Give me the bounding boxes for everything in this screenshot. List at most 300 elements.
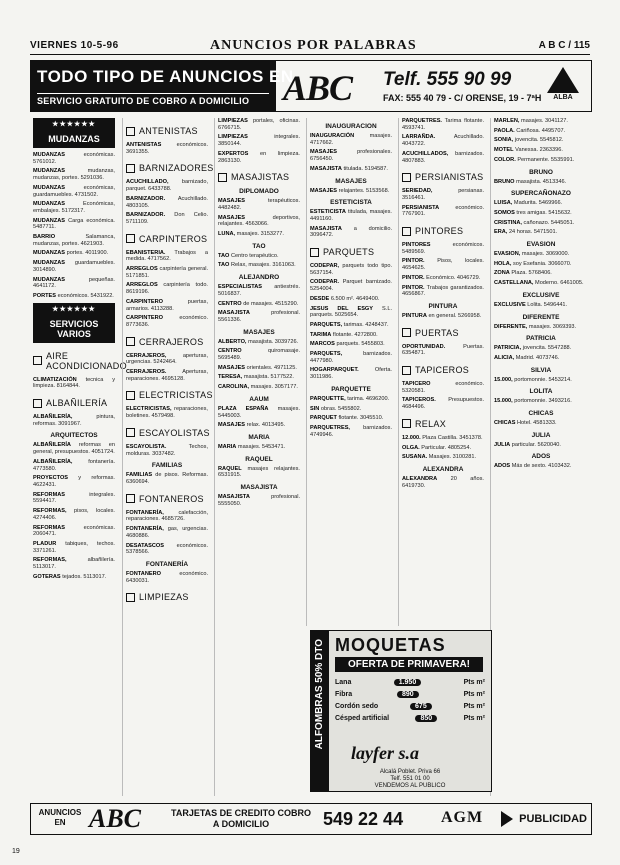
- ad-text: Masajes. 3100281.: [428, 454, 477, 461]
- ad-text: económico. 6430031.: [126, 570, 208, 584]
- checkbox-icon: [126, 164, 135, 173]
- ad-keyword: ERA,: [494, 229, 508, 236]
- rubric-heading: [402, 328, 484, 338]
- footer-agm-logo: AGM: [441, 809, 484, 826]
- ad-text: terapéuticos. 4482482.: [218, 198, 300, 211]
- rubric-heading: [218, 172, 300, 182]
- ad-keyword: OLGA.: [402, 444, 420, 451]
- sub-heading: PINTURA: [428, 302, 458, 310]
- rubric-title: CERRAJEROS: [139, 336, 204, 347]
- classified-ad: [33, 475, 115, 488]
- ad-text: masajes. 3057177.: [250, 384, 298, 391]
- classified-ad: [402, 313, 484, 320]
- ad-text: Económicas, embalajes. 5172317.: [33, 201, 115, 214]
- ad-keyword: 12.000.: [402, 434, 421, 441]
- ad-keyword: REFORMAS,: [33, 557, 67, 564]
- arrow-icon: [501, 811, 513, 827]
- classified-ad: [494, 261, 588, 268]
- classified-ad: [33, 574, 115, 581]
- price-item-name: Lana: [335, 679, 352, 686]
- checkbox-icon: [402, 419, 411, 428]
- ad-text: barnizados. 4749946.: [310, 424, 392, 438]
- header-date: VIERNES 10-5-96: [30, 40, 119, 51]
- classified-ad: [494, 229, 588, 236]
- ad-text: económico. 7767901.: [402, 204, 484, 218]
- classified-ad: [126, 526, 208, 539]
- checkbox-icon: [126, 127, 135, 136]
- moquetas-brand: layfer s.a: [351, 743, 419, 763]
- classified-ad: [402, 435, 484, 442]
- ad-text: quiromasaje. 5695489.: [218, 348, 300, 362]
- price-unit: Pts m²: [463, 679, 485, 686]
- ad-text: tecnica y limpieza. 8164844.: [33, 376, 115, 390]
- ad-text: relajantes. 5153568.: [338, 187, 390, 194]
- ad-text: particular. 5620040.: [511, 441, 561, 448]
- ad-keyword: CRISTINA,: [494, 219, 522, 226]
- classified-ad: [310, 396, 392, 403]
- classified-ad: [402, 118, 484, 131]
- classified-ad: [310, 306, 392, 319]
- ad-keyword: PINTOR.: [402, 274, 425, 281]
- ad-text: 24 horas. 5471501.: [508, 229, 558, 236]
- ad-keyword: 15.000,: [494, 376, 513, 383]
- stars-decoration-icon: ★★★★★★: [52, 305, 96, 313]
- classified-ad: [218, 253, 300, 260]
- rubric-heading: [402, 226, 484, 236]
- classified-ad: [33, 541, 115, 554]
- checkbox-icon: [402, 227, 411, 236]
- ad-text: profesional. 5561336.: [218, 310, 300, 323]
- ad-keyword: FONTANERÍA,: [126, 526, 164, 533]
- header-page: A B C / 115: [538, 40, 590, 51]
- classified-ad: [402, 242, 484, 255]
- ad-keyword: FAMILIAS: [126, 472, 153, 479]
- ad-text: Acuchillado. 4043722.: [402, 134, 484, 148]
- classified-ad: [33, 234, 115, 247]
- ad-text: gas, urgencias. 4680886.: [126, 526, 208, 539]
- moquetas-addr-1: Alcalá Poblet. Priva 66: [379, 769, 441, 775]
- ad-keyword: CARPINTERO: [126, 298, 163, 305]
- classified-ad: [494, 179, 588, 186]
- abc-logo: ABC: [283, 68, 353, 108]
- ad-keyword: ALICIA,: [494, 354, 515, 361]
- ad-text: económicas, guardamuebles. 4731502.: [33, 184, 115, 198]
- rubric-title: ALBAÑILERÍA: [46, 398, 108, 409]
- ad-text: económicos. 5378566.: [126, 542, 208, 556]
- classified-ad: [402, 397, 484, 410]
- ad-text: barnizados. 4807883.: [402, 150, 484, 164]
- rubric-title: ANTENISTAS: [139, 126, 198, 136]
- ad-text: Vanessa. 2363396.: [515, 147, 563, 154]
- ad-text: calefacción, reparaciones. 4685726.: [126, 509, 208, 523]
- ad-text: Madrid. 4073746.: [515, 354, 560, 361]
- classified-ad: [218, 134, 300, 147]
- sub-heading: JULIA: [531, 431, 551, 439]
- ad-text: Lolita. 5496441.: [527, 301, 568, 308]
- sub-heading: ALEXANDRA: [422, 465, 464, 473]
- ad-keyword: ESCAYOLISTA.: [126, 443, 167, 450]
- ad-keyword: PERSIANISTA: [402, 204, 440, 211]
- moquetas-side-band: [311, 631, 329, 791]
- ad-keyword: ACUCHILLADOS,: [402, 150, 449, 157]
- ad-keyword: MASAJES: [218, 422, 246, 429]
- ad-keyword: TAPICEROS.: [402, 397, 436, 404]
- ad-keyword: MASAJES: [218, 364, 246, 371]
- rubric-title: TAPICEROS: [415, 365, 470, 376]
- sub-heading: LOLITA: [529, 388, 553, 396]
- rubric-title: PINTORES: [415, 226, 464, 237]
- classified-ad: [218, 339, 300, 346]
- ad-text: económicos. 5489569.: [402, 242, 484, 255]
- ad-keyword: MUDANZAS: [33, 260, 66, 267]
- ad-text: orientales. 4971125.: [246, 364, 297, 371]
- ad-keyword: COLOR.: [494, 156, 516, 163]
- ad-keyword: PROYECTOS: [33, 475, 69, 482]
- ad-keyword: PINTORES: [402, 242, 431, 249]
- ad-text: pequeñas. 4641172.: [33, 276, 115, 290]
- classified-ad: [126, 299, 208, 312]
- ad-keyword: PINTURA: [402, 312, 427, 319]
- price-unit: Pts m²: [463, 703, 485, 710]
- banner-fax: FAX: 555 40 79 - C/ ORENSE, 19 - 7ªH: [383, 93, 542, 103]
- ad-keyword: CODEPAR,: [310, 263, 340, 270]
- classified-ad: [494, 463, 588, 470]
- classified-ad: [126, 142, 208, 155]
- ad-text: S.L. parquets. 5025654.: [310, 305, 392, 319]
- classified-ad: [494, 420, 588, 427]
- ad-keyword: MUDANZAS: [33, 184, 66, 191]
- moquetas-title: MOQUETAS: [335, 635, 446, 655]
- ad-text: portomonnie. 3493216.: [514, 398, 572, 405]
- ad-text: persianas. 3516461.: [402, 188, 484, 201]
- price-item-name: Fibra: [335, 691, 353, 698]
- ad-text: titulada, masajes. 4491160.: [310, 209, 392, 222]
- price-unit: Pts m²: [463, 691, 485, 698]
- classified-ad: [218, 422, 300, 429]
- price-value: 675: [410, 703, 432, 710]
- ad-text: mudanzas, mudanzas, portes. 5291036.: [33, 168, 115, 182]
- ad-keyword: GOTERAS: [33, 573, 61, 580]
- ad-keyword: TAPICERO: [402, 381, 431, 388]
- rubric-title: RELAX: [415, 418, 447, 429]
- classified-ad: [126, 406, 208, 419]
- classified-ad: [494, 147, 588, 154]
- ad-text: 6.500 m². 4649400.: [330, 295, 380, 302]
- alba-triangle-icon: [547, 67, 579, 93]
- classified-ad: [310, 226, 392, 239]
- classified-ad: [494, 200, 588, 207]
- ad-text: portomonnie. 5453214.: [514, 376, 572, 383]
- ad-text: reparaciones, boletines. 4579498.: [126, 406, 208, 420]
- section-block-title: MUDANZAS: [48, 134, 100, 144]
- classified-ad: [33, 508, 115, 521]
- classified-ad: [402, 134, 484, 147]
- checkbox-icon: [126, 593, 135, 602]
- checkbox-icon: [126, 391, 135, 400]
- ad-text: económicas. 5761012.: [33, 152, 115, 165]
- ad-keyword: TAO: [218, 262, 230, 269]
- classified-ad: [218, 348, 300, 361]
- classified-ad: [402, 275, 484, 282]
- moquetas-ad: [310, 630, 492, 792]
- classified-ad: [310, 209, 392, 222]
- ad-text: profesionales. 6756450.: [310, 149, 392, 163]
- classified-ad: [126, 179, 208, 192]
- ad-text: 20 años. 6419730.: [402, 475, 484, 489]
- classified-ad: [494, 302, 588, 309]
- ad-keyword: ALBAÑILERÍA,: [33, 458, 73, 465]
- classified-ad: [494, 251, 588, 258]
- ad-keyword: ADOS: [494, 463, 511, 470]
- ad-text: obras. 5455802.: [320, 405, 362, 412]
- ad-keyword: DESDE: [310, 295, 330, 302]
- ad-keyword: ESPECIALISTAS: [218, 284, 263, 291]
- classified-ad: [218, 262, 300, 269]
- ad-keyword: PARQUETRES,: [310, 424, 350, 431]
- ad-text: guardamuebles. 3014890.: [33, 260, 115, 273]
- price-row: [335, 679, 485, 686]
- ad-text: carpintería todo. 8619196.: [126, 282, 208, 296]
- ad-text: Techos, molduras. 3037482.: [126, 443, 208, 457]
- sub-heading: PARQUETTE: [331, 385, 371, 393]
- ad-keyword: CERRAJEROS,: [126, 352, 167, 359]
- checkbox-icon: [310, 248, 319, 257]
- ad-keyword: PAOLA.: [494, 127, 515, 134]
- rubric-heading: [126, 126, 208, 136]
- ad-text: Trabajos garantizados. 4656867.: [402, 284, 484, 298]
- sub-heading: INAUGURACION: [325, 123, 377, 130]
- rubric-title: MASAJISTAS: [231, 172, 290, 183]
- ad-text: a domicilio. 3096472.: [310, 225, 392, 239]
- classified-ad: [310, 133, 392, 146]
- ad-keyword: MASAJES: [218, 214, 246, 221]
- ad-keyword: EXCLUSIVE: [494, 301, 526, 308]
- classified-ad: [126, 444, 208, 457]
- checkbox-icon: [126, 494, 135, 503]
- ad-text: cañonazo. 5445051.: [523, 219, 575, 226]
- ad-keyword: RAQUEL: [218, 465, 242, 472]
- sub-heading: ARQUITECTOS: [50, 432, 98, 440]
- price-unit: Pts m²: [463, 715, 485, 722]
- classified-ad: [33, 459, 115, 472]
- alba-word: ALBA: [553, 94, 573, 101]
- classified-ad: [494, 442, 588, 449]
- classified-ad: [126, 353, 208, 366]
- ad-keyword: JESUS DEL ESGY: [310, 305, 374, 312]
- ad-text: puertas, armarios. 4113288.: [126, 298, 208, 312]
- ad-text: tres amigas. 5415632.: [516, 209, 572, 216]
- ad-keyword: BARNIZADOR.: [126, 195, 166, 202]
- ad-text: masajista. 3039726.: [248, 338, 299, 345]
- ad-keyword: BRUNO: [494, 178, 515, 185]
- ad-text: relax. 4013495.: [246, 422, 286, 429]
- classified-ad: [494, 270, 588, 277]
- ad-keyword: HOGARPARQUET.: [310, 367, 359, 374]
- ad-text: Cariñosa. 4495707.: [516, 127, 566, 134]
- ad-keyword: CENTRO: [218, 348, 242, 355]
- abc-banner: [30, 60, 592, 112]
- classified-ad: [310, 296, 392, 303]
- sub-heading: RAQUEL: [245, 455, 273, 463]
- ad-keyword: PARQUETRES.: [402, 118, 442, 124]
- ad-text: en limpieza. 2863130.: [218, 150, 300, 164]
- sub-heading: MASAJISTA: [240, 484, 278, 492]
- rubric-title: CARPINTEROS: [139, 233, 208, 244]
- rubric-heading: [310, 247, 392, 257]
- ad-text: jovencita. 5547288.: [522, 345, 572, 352]
- ad-text: económicas. 2060471.: [33, 524, 115, 538]
- ad-text: aperturas, urgencias. 5242464.: [126, 352, 208, 366]
- rubric-heading: [126, 592, 208, 602]
- classified-ad: [218, 151, 300, 164]
- ad-text: masajista. 4513346.: [516, 178, 567, 185]
- classified-ad: [402, 445, 484, 452]
- ad-text: Más de sexto. 4103432.: [511, 463, 572, 470]
- checkbox-icon: [126, 337, 135, 346]
- classified-ad: [218, 118, 300, 131]
- ad-keyword: EXPERTOS: [218, 150, 249, 157]
- ad-text: económico. 5320581.: [402, 381, 484, 394]
- rubric-heading: [402, 172, 484, 182]
- classified-ad: [33, 557, 115, 570]
- classified-ad: [402, 205, 484, 218]
- rubric-heading: [126, 337, 208, 347]
- classified-ad: [310, 351, 392, 364]
- ad-keyword: CODEPAR.: [310, 279, 340, 286]
- classified-ad: [126, 571, 208, 584]
- classified-ad: [126, 282, 208, 295]
- ad-keyword: MARIA: [218, 443, 237, 450]
- ad-text: carpintería general. 5171851.: [126, 266, 208, 279]
- ad-keyword: ALBAÑILERÍA: [33, 442, 71, 449]
- rubric-heading: [126, 428, 208, 438]
- ad-keyword: CAROLINA,: [218, 384, 250, 391]
- ad-text: tarimas. 4248437.: [343, 321, 389, 328]
- classified-ad: [310, 149, 392, 162]
- ad-keyword: CLIMATIZACIÓN: [33, 376, 77, 383]
- checkbox-icon: [126, 234, 135, 243]
- sub-heading: MARIA: [248, 433, 270, 441]
- ad-keyword: SOMOS: [494, 209, 515, 216]
- ad-keyword: HOLA,: [494, 260, 512, 267]
- classified-ad: [218, 406, 300, 419]
- classified-ad: [33, 260, 115, 273]
- price-value: 1.950: [394, 679, 422, 686]
- alba-logo: [545, 67, 581, 105]
- price-value: 850: [415, 715, 437, 722]
- classified-ad: [126, 543, 208, 556]
- ad-text: Hotel. 4581333.: [517, 420, 557, 427]
- ad-text: soy Esefania. 3066070.: [512, 260, 572, 267]
- ad-keyword: ARREGLOS: [126, 266, 158, 273]
- ad-keyword: MASAJISTA: [218, 494, 250, 501]
- classified-ad: [310, 406, 392, 413]
- section-title: ANUNCIOS POR PALABRAS: [210, 38, 417, 53]
- classified-ad: [402, 381, 484, 394]
- footer-publicidad: PUBLICIDAD: [519, 813, 587, 825]
- sub-heading: BRUNO: [529, 168, 553, 176]
- rubric-heading: [402, 419, 484, 429]
- rubric-heading: [33, 350, 127, 371]
- ad-keyword: TERESA,: [218, 374, 243, 381]
- sub-heading: TAO: [252, 242, 266, 250]
- classified-ad: [33, 218, 115, 231]
- ad-text: de pisos. Reformas. 6360694.: [126, 472, 208, 485]
- ad-keyword: PINTOR.: [402, 258, 425, 265]
- ad-text: Parquet barnizado. 5254004.: [310, 279, 392, 293]
- ad-keyword: MARCOS: [310, 341, 335, 348]
- classified-ad: [494, 345, 588, 352]
- ad-keyword: PARQUETS,: [310, 321, 343, 328]
- classified-ad: [310, 367, 392, 380]
- ad-keyword: CHICAS: [494, 420, 516, 427]
- classified-ad: [218, 494, 300, 507]
- ad-text: flotante. 3045510.: [338, 415, 384, 422]
- footer-anuncios: ANUNCIOS EN: [38, 808, 82, 827]
- ad-keyword: MUDANZAS: [33, 217, 66, 224]
- ad-keyword: ALEXANDRA: [402, 475, 438, 482]
- checkbox-icon: [402, 328, 411, 337]
- sub-heading: CHICAS: [528, 410, 554, 418]
- rubric-title: LIMPIEZAS: [139, 592, 189, 603]
- rubric-title: PUERTAS: [415, 327, 459, 338]
- classified-ad: [218, 198, 300, 211]
- ad-text: de masajes. 4515290.: [243, 300, 299, 307]
- stars-decoration-icon: ★★★★★★: [52, 121, 96, 128]
- sub-heading: AAUM: [249, 395, 269, 403]
- ad-keyword: 15.000,: [494, 398, 513, 405]
- ad-keyword: DESATASCOS: [126, 542, 165, 549]
- classified-ad: [126, 266, 208, 279]
- ad-text: Puertas. 6354871.: [402, 343, 484, 357]
- ad-keyword: FONTANERÍA,: [126, 509, 164, 516]
- ad-text: Permanente. 5535991.: [517, 156, 575, 163]
- ad-text: tejados. 5113017.: [62, 573, 107, 580]
- ad-text: Relax, masajes. 3161063.: [230, 262, 296, 269]
- checkbox-icon: [402, 366, 411, 375]
- ad-keyword: MASAJES: [310, 149, 338, 156]
- sub-heading: ESTETICISTA: [330, 199, 372, 207]
- sub-heading: FAMILIAS: [151, 462, 183, 470]
- ad-text: Presupuestos. 4684496.: [402, 397, 484, 411]
- ad-text: flotante. 4272800.: [332, 331, 378, 338]
- classified-ad: [126, 369, 208, 382]
- footer-ad: [30, 803, 592, 835]
- price-item-name: Cordón sedo: [335, 703, 379, 710]
- sub-heading: SILVIA: [530, 366, 552, 374]
- rubric-heading: [126, 234, 208, 244]
- ad-keyword: PARQUETTE,: [310, 395, 346, 402]
- rubric-title: PERSIANISTAS: [415, 172, 484, 183]
- classified-ad: [218, 365, 300, 372]
- classified-ad: [402, 188, 484, 201]
- ad-text: y reformas. 4622431.: [33, 475, 115, 488]
- sub-heading: SUPERCAÑONAZO: [511, 190, 571, 198]
- classified-ad: [310, 415, 392, 422]
- ad-keyword: BARRIO: [33, 234, 56, 241]
- ad-keyword: MUDANZAS: [33, 152, 66, 158]
- ad-text: portes. 4011900.: [66, 250, 109, 257]
- ad-text: Particular. 4805254.: [421, 444, 472, 451]
- ad-keyword: OPORTUNIDAD.: [402, 343, 446, 350]
- ad-keyword: TAO: [218, 252, 230, 259]
- classified-ad: [310, 341, 392, 348]
- sub-heading: DIPLOMADO: [239, 188, 279, 196]
- ad-keyword: PORTES: [33, 292, 57, 299]
- ad-keyword: ALBERTO,: [218, 338, 247, 345]
- column-3: [214, 118, 303, 796]
- ad-text: jovencita. 5545812.: [514, 137, 564, 144]
